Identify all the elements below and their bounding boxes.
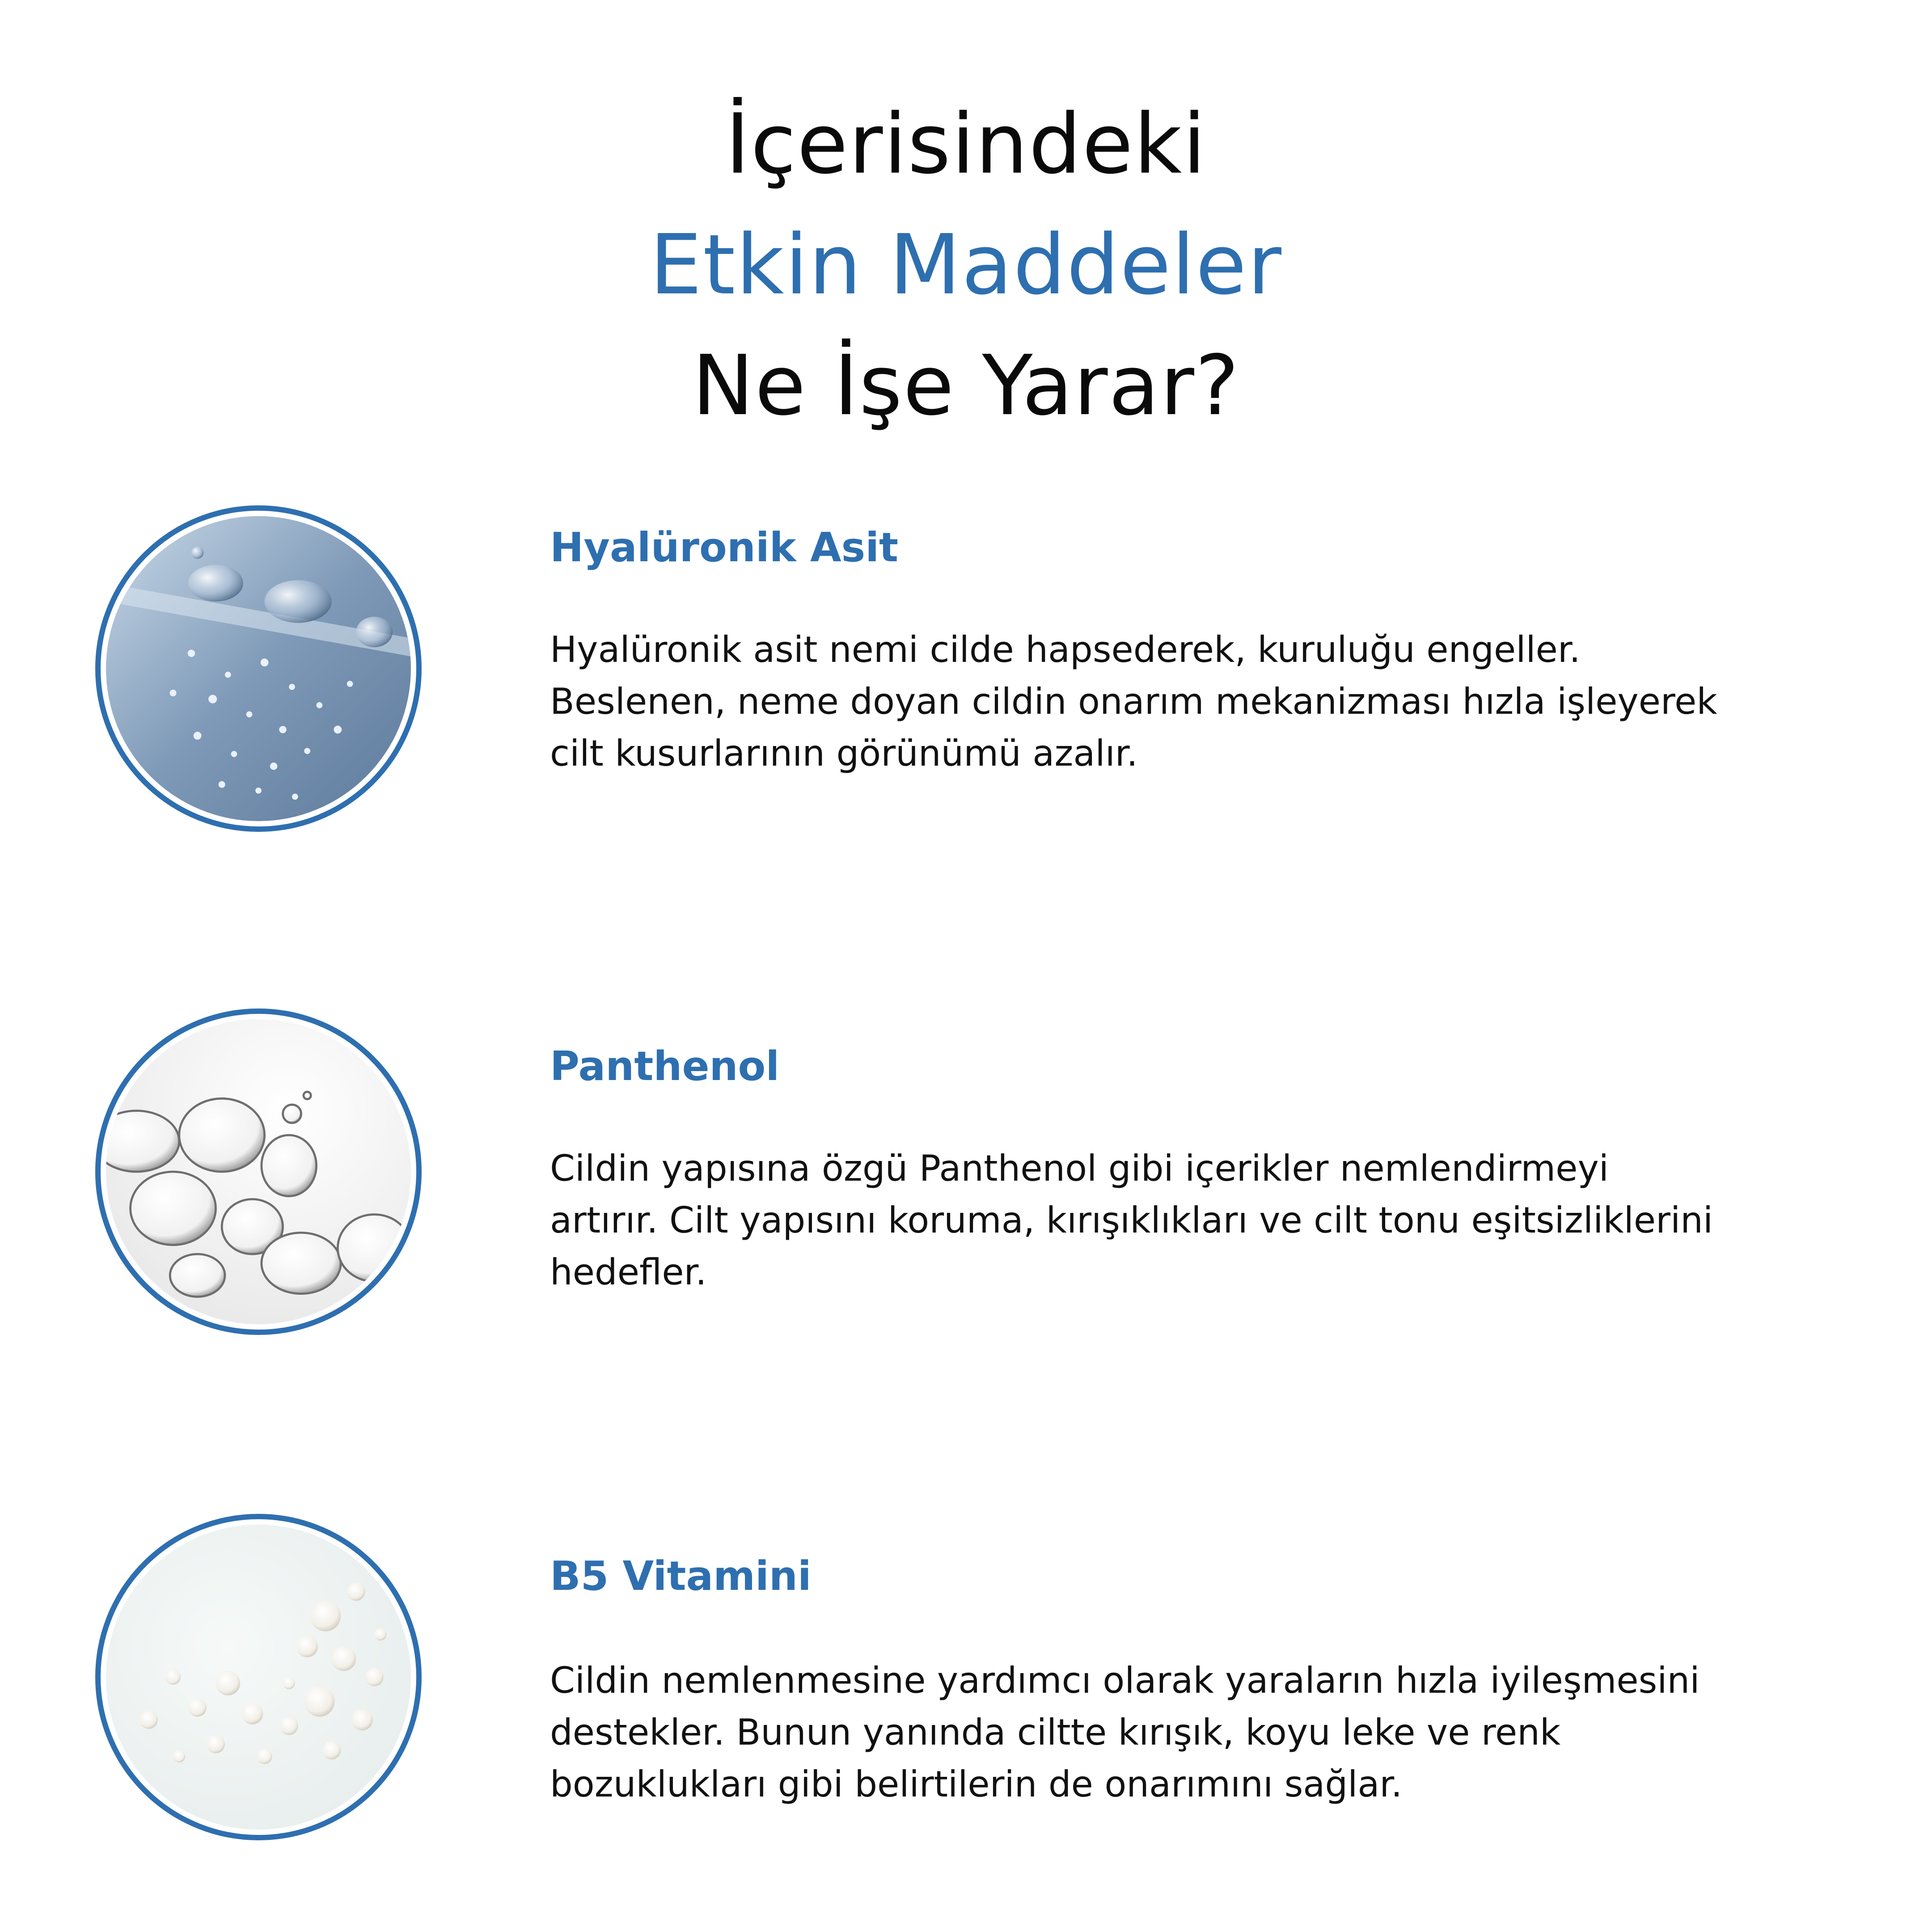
description-line: bozuklukları gibi belirtilerin de onarımını sağlar. — [550, 1763, 1403, 1805]
b5-vitamin-image — [95, 1514, 422, 1840]
hyaluronic-acid-image — [95, 505, 422, 832]
heading-line-1: İçerisindeki — [725, 96, 1207, 192]
water-bubbles-icon — [106, 516, 411, 821]
heading-line-2: Etkin Maddeler — [650, 216, 1282, 313]
ingredient-description — [550, 624, 1873, 780]
heading-line-3: Ne İşe Yarar? — [692, 337, 1240, 434]
description-line: destekler. Bunun yanında ciltte kırışık, koyu leke ve renk — [550, 1712, 1561, 1753]
ingredient-description — [550, 1143, 1873, 1298]
ingredient-name: Panthenol — [550, 1043, 780, 1090]
panthenol-image — [95, 1008, 422, 1335]
ingredient-description — [550, 1655, 1873, 1810]
description-line: Cildin yapısına özgü Panthenol gibi içerikler nemlendirmeyi — [550, 1148, 1609, 1189]
description-line: Cildin nemlenmesine yardımcı olarak yaraların hızla iyileşmesini — [550, 1660, 1700, 1701]
ingredient-name: B5 Vitamini — [550, 1553, 812, 1600]
description-line: hedefler. — [550, 1251, 707, 1293]
description-line: artırır. Cilt yapısını koruma, kırışıklıkları ve cilt tonu eşitsizliklerini — [550, 1199, 1713, 1241]
ingredient-name: Hyalüronik Asit — [550, 524, 899, 571]
description-line: Beslenen, neme doyan cildin onarım mekanizması hızla işleyerek — [550, 681, 1717, 722]
cream-bubbles-icon — [106, 1525, 411, 1830]
description-line: Hyalüronik asit nemi cilde hapsederek, kuruluğu engeller. — [550, 629, 1581, 670]
description-line: cilt kusurlarının görünümü azalır. — [550, 733, 1138, 774]
foam-bubbles-icon — [106, 1019, 411, 1324]
